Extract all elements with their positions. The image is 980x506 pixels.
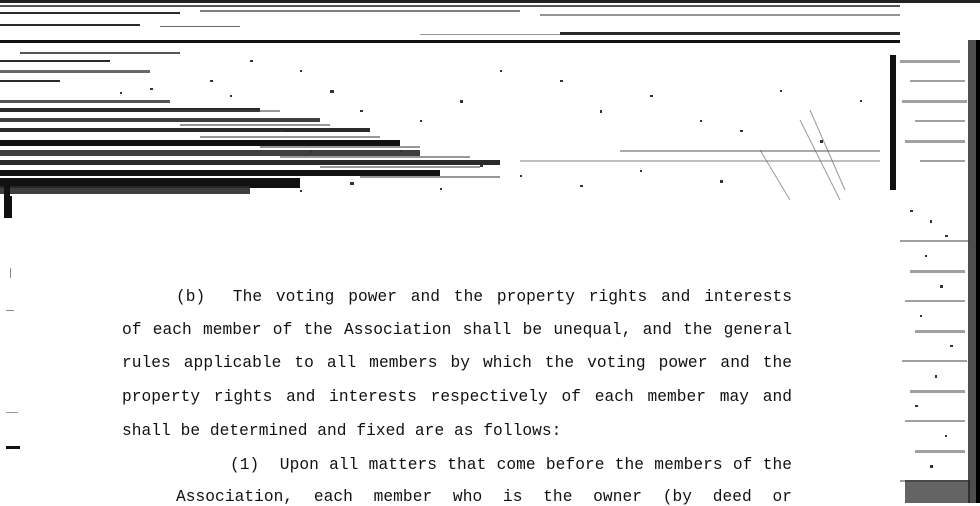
- paragraph-b-line: of each member of the Association shall be unequal, and the general: [122, 321, 792, 339]
- paragraph-b-line: shall be determined and fixed are as follows:: [122, 422, 562, 440]
- subparagraph-1-line: Association, each member who is the owner (by deed or: [176, 488, 792, 506]
- subparagraph-1-line: (1) Upon all matters that come before the members of the: [230, 456, 792, 474]
- paragraph-b-line: (b) The voting power and the property rights and interests: [176, 288, 792, 306]
- paragraph-b-line: rules applicable to all members by which the voting power and the: [122, 354, 792, 372]
- paragraph-b-line: property rights and interests respectively of each member may and: [122, 388, 792, 406]
